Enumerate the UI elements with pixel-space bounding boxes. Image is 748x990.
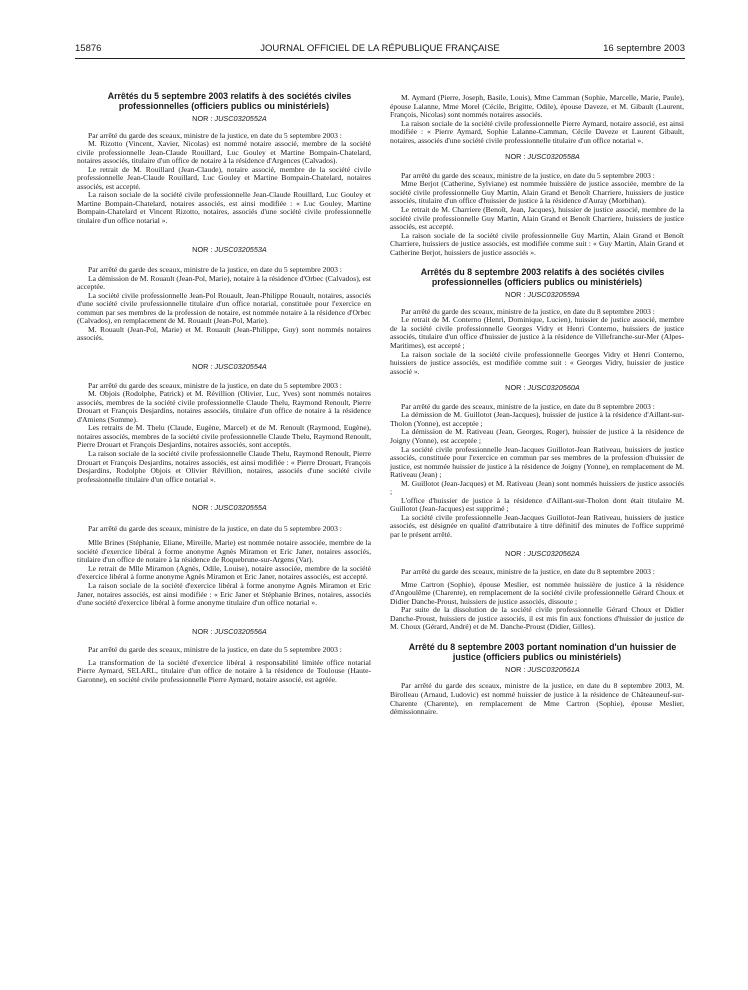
paragraph: La société civile professionnelle Jean-Jacques Guillotot-Jean Rativeau, huissiers de justice associés, est désignée en qualité d'attributaire à titre définitif des minutes de l'office supprimé par le présent arrêté.: [390, 512, 684, 539]
paragraph: Par arrêté du garde des sceaux, ministre de la justice, en date du 5 septembre 2003 :: [88, 380, 342, 390]
right-column: [390, 94, 684, 717]
paragraph: L'office d'huissier de justice à la résidence d'Aillant-sur-Tholon dont était titulaire M. Guillotot (Jean-Jacques) est supprimé ;: [390, 495, 684, 514]
nor-code: JUSC0320558A: [527, 152, 580, 162]
paragraph: La société civile professionnelle Jean-Pol Rouault, Jean-Philippe Rouault, notaires, associés d'une société civile professionnelle titulaire d'un office notarial, constituée pour l'exercice en commun par ses membres de la profession de notaire, est nommée notaire à la résidence d'Orbec (Calvados), en remplacement de M. Rouault (Jean-Pol, Marie).: [77, 290, 371, 326]
paragraph: Par arrêté du garde des sceaux, ministre de la justice, en date du 8 septembre 2003, M. Birolleau (Arnaud, Ludovic) est nommé huissier de justice à la résidence de Châteauneuf-sur-Charente (Charente), en remplacement de Mme Cartron (Sophie), épouse Meslier, démissionnaire.: [390, 681, 684, 717]
paragraph: Mlle Brines (Stéphanie, Eliane, Mireille, Marie) est nommée notaire associée, membre de la société d'exercice libéral à forme anonyme Agnès Miramon et Eric Janer, notaires associés, titulaire d'un office de notaire à la résidence de Roquebrune-sur-Argens (Var).: [77, 538, 371, 565]
paragraph: Par arrêté du garde des sceaux, ministre de la justice, en date du 5 septembre 2003 :: [88, 523, 342, 533]
paragraph: Le retrait de Mlle Miramon (Agnès, Odile, Louise), notaire associée, membre de la société d'exercice libéral à forme anonyme Agnès Miramon et Eric Janer, notaires associés, est accepté.: [77, 563, 371, 582]
nor-code: JUSC0320552A: [214, 114, 267, 123]
paragraph: Par arrêté du garde des sceaux, ministre de la justice, en date du 8 septembre 2003 :: [401, 306, 655, 316]
paragraph: Les retraits de M. Thelu (Claude, Eugène, Marcel) et de M. Renoult (Raymond, Eugène), notaires associés, membres de la société civile professionnelle Claude Thelu, Raymond Renoult, Pierre Drouart et François Desjardins, notaires associés, sont acceptés.: [77, 423, 371, 450]
nor-reference: NOR : JUSC0320558A: [505, 152, 580, 162]
paragraph: Le retrait de M. Rouillard (Jean-Claude), notaire associé, membre de la société civile professionnelle Jean-Claude Rouillard, Luc Gouley et Martine Bompain-Chatelard, notaires associés, est accepté.: [77, 164, 371, 191]
nor-code: JUSC0320559A: [527, 290, 580, 300]
paragraph: La raison sociale de la société d'exercice libéral à forme anonyme Agnès Miramon et Eric Janer, notaires associés, est ainsi modifiée : « Eric Janer et Stéphanie Brines, notaires, associés d'une société d'exercice libéral à forme anonyme titulaire d'un office notarial ».: [77, 580, 371, 608]
paragraph: La démission de M. Rouault (Jean-Pol, Marie), notaire à la résidence d'Orbec (Calvados), est acceptée.: [77, 273, 371, 292]
nor-code: JUSC0320555A: [214, 503, 267, 513]
nor-reference: NOR : JUSC0320552A: [192, 114, 267, 123]
paragraph: Par arrêté du garde des sceaux, ministre de la justice, en date du 8 septembre 2003 :: [401, 401, 655, 411]
paragraph: M. Aymard (Pierre, Joseph, Basile, Louis), Mme Camman (Sophie, Marcelle, Marie, Paule), épouse Lalanne, Mme Morel (Cécile, Brigitte, Odile), épouse Daveze, et M. Gibault (Laurent, François, Nicolas) sont nommés notaires associés.: [390, 93, 684, 120]
paragraph: Mme Cartron (Sophie), épouse Meslier, est nommée huissière de justice à la résidence d'Angoulême (Charente), en remplacement de la société civile professionnelle Gérard Choux et Didier Danche-Proust, huissiers de justice associés, dissoute ;: [390, 579, 684, 606]
page-number: 15876: [75, 43, 102, 54]
paragraph: Par suite de la dissolution de la société civile professionnelle Gérard Choux et Didier Danche-Proust, huissiers de justice associés, il est mis fin aux fonctions d'huissier de justice de M. Choux (Gérard, André) et de M. Danche-Proust (Didier, Gilles).: [390, 605, 684, 632]
header-rule: [75, 58, 685, 59]
paragraph: La démission de M. Rativeau (Jean, Georges, Roger), huissier de justice à la résidence de Joigny (Yonne), est acceptée ;: [390, 427, 684, 445]
section-title: Arrêtés du 8 septembre 2003 relatifs à des sociétés civiles professionnelles (officiers publics ou ministériels): [420, 267, 665, 288]
paragraph: Par arrêté du garde des sceaux, ministre de la justice, en date du 5 septembre 2003 :: [401, 170, 655, 180]
paragraph: La transformation de la société d'exercice libéral à responsabilité limitée office notarial Pierre Aymard, SELARL, titulaire d'un office de notaire à la résidence de Toulouse (Haute-Garonne), en société civile professionnelle Pierre Aymard, notaire associé, est agréée.: [77, 657, 371, 684]
paragraph: Par arrêté du garde des sceaux, ministre de la justice, en date du 5 septembre 2003 :: [88, 130, 342, 140]
page-header: [75, 43, 685, 59]
paragraph: Le retrait de M. Charriere (Benoît, Jean, Jacques), huissier de justice associé, membre de la société civile professionnelle Guy Martin, Alain Grand et Benoît Charriere, huissiers de justice associés, est accepté.: [390, 205, 684, 232]
paragraph: La raison sociale de la société civile professionnelle Guy Martin, Alain Grand et Benoît Charriere, huissiers de justice associés, est modifiée comme suit : « Guy Martin, Alain Grand et Catherine Berjot, huissiers de justice associés ».: [390, 230, 684, 257]
paragraph: Par arrêté du garde des sceaux, ministre de la justice, en date du 5 septembre 2003 :: [88, 265, 342, 275]
nor-reference: NOR : JUSC0320562A: [505, 548, 580, 558]
nor-code: JUSC0320554A: [214, 362, 267, 372]
paragraph: La raison sociale de la société civile professionnelle Pierre Aymard, notaire associé, est ainsi modifiée : « Pierre Aymard, Sophie Lalanne-Camman, Cécile Daveze et Laurent Gibault, notaires, associés d'une société civile professionnelle titulaire d'un office notarial ».: [390, 118, 684, 145]
nor-reference: NOR : JUSC0320555A: [192, 503, 267, 513]
paragraph: M. Rouault (Jean-Pol, Marie) et M. Rouault (Jean-Philippe, Guy) sont nommés notaires associés.: [77, 324, 371, 343]
nor-reference: NOR : JUSC0320559A: [505, 290, 580, 300]
nor-code: JUSC0320562A: [527, 548, 580, 558]
paragraph: Le retrait de M. Conterno (Henri, Dominique, Lucien), huissier de justice associé, membre de la société civile professionnelle Georges Vidry et Henri Conterno, huissiers de justice associés, titulaire d'un office d'huissier de justice à la résidence de Villefranche-sur-Mer (Alpes-Maritimes), est accepté ;: [390, 315, 684, 351]
section-title: Arrêtés du 5 septembre 2003 relatifs à des sociétés civiles professionnelles (officiers publics ou ministériels): [107, 91, 352, 111]
nor-reference: NOR : JUSC0320553A: [192, 244, 267, 254]
paragraph: La raison sociale de la société civile professionnelle Jean-Claude Rouillard, Luc Gouley et Martine Bompain-Chatelard, notaires associés, est ainsi modifiée : « Luc Gouley, Martine Bompain-Chatelard et Vincent Rizotto, notaires, associés d'une société civile professionnelle titulaire d'un office notarial ».: [77, 190, 371, 226]
nor-code: JUSC0320553A: [214, 244, 267, 254]
left-column: [77, 91, 371, 684]
paragraph: Par arrêté du garde des sceaux, ministre de la justice, en date du 5 septembre 2003 :: [88, 645, 342, 655]
journal-title: JOURNAL OFFICIEL DE LA RÉPUBLIQUE FRANÇAISE: [260, 43, 500, 54]
paragraph: Mme Berjot (Catherine, Sylviane) est nommée huissière de justice associée, membre de la société civile professionnelle Guy Martin, Alain Grand et Benoît Charriere, huissiers de justice associés, titulaire d'un office d'huissier de justice à la résidence d'Auray (Morbihan).: [390, 179, 684, 206]
nor-code: JUSC0320561A: [527, 664, 580, 674]
nor-reference: NOR : JUSC0320560A: [505, 383, 580, 393]
paragraph: La raison sociale de la société civile professionnelle Georges Vidry et Henri Conterno, huissiers de justice associés, est modifiée comme suit : « Georges Vidry, huissier de justice associé ».: [390, 349, 684, 376]
nor-reference: NOR : JUSC0320561A: [505, 664, 580, 674]
nor-code: JUSC0320560A: [527, 383, 580, 393]
nor-code: JUSC0320556A: [214, 626, 267, 636]
paragraph: M. Rizotto (Vincent, Xavier, Nicolas) est nommé notaire associé, membre de la société civile professionnelle Jean-Claude Rouillard, Luc Gouley et Martine Bompain-Chatelard, notaires associés, titulaire d'un office de notaire à la résidence d'Argences (Calvados).: [77, 139, 371, 166]
section-title: Arrêté du 8 septembre 2003 portant nomination d'un huissier de justice (officiers publics ou ministériels): [408, 641, 677, 662]
paragraph: Par arrêté du garde des sceaux, ministre de la justice, en date du 8 septembre 2003 :: [401, 567, 655, 577]
nor-reference: NOR : JUSC0320556A: [192, 626, 267, 636]
paragraph: M. Objois (Rodolphe, Patrick) et M. Révillion (Olivier, Luc, Yves) sont nommés notaires associés, membres de la société civile professionnelle Claude Thelu, Raymond Renoult, Pierre Drouart et François Desjardins, notaires associés, titulaire d'un office de notaire à la résidence d'Amiens (Somme).: [77, 389, 371, 424]
paragraph: La démission de M. Guillotot (Jean-Jacques), huissier de justice à la résidence d'Aillant-sur-Tholon (Yonne), est acceptée ;: [390, 410, 684, 428]
paragraph: La raison sociale de la société civile professionnelle Claude Thelu, Raymond Renoult, Pierre Drouart et François Desjardins, notaires associés, est ainsi modifiée : « Pierre Drouart, François Desjardins, Rodolphe Objois et Olivier Révillion, notaires, associés d'une société civile professionnelle titulaire d'un office notarial ».: [77, 448, 371, 484]
nor-reference: NOR : JUSC0320554A: [192, 362, 267, 372]
paragraph: La société civile professionnelle Jean-Jacques Guillotot-Jean Rativeau, huissiers de justice associés, constituée pour l'exercice en commun par ses membres de la profession d'huissier de justice, est nommée huissier de justice à la résidence de Joigny (Yonne), en remplacement de M. Rativeau (Jean) ;: [390, 444, 684, 480]
issue-date: 16 septembre 2003: [603, 43, 685, 54]
paragraph: M. Guillotot (Jean-Jacques) et M. Rativeau (Jean) sont nommés huissiers de justice associés ;: [390, 478, 684, 497]
